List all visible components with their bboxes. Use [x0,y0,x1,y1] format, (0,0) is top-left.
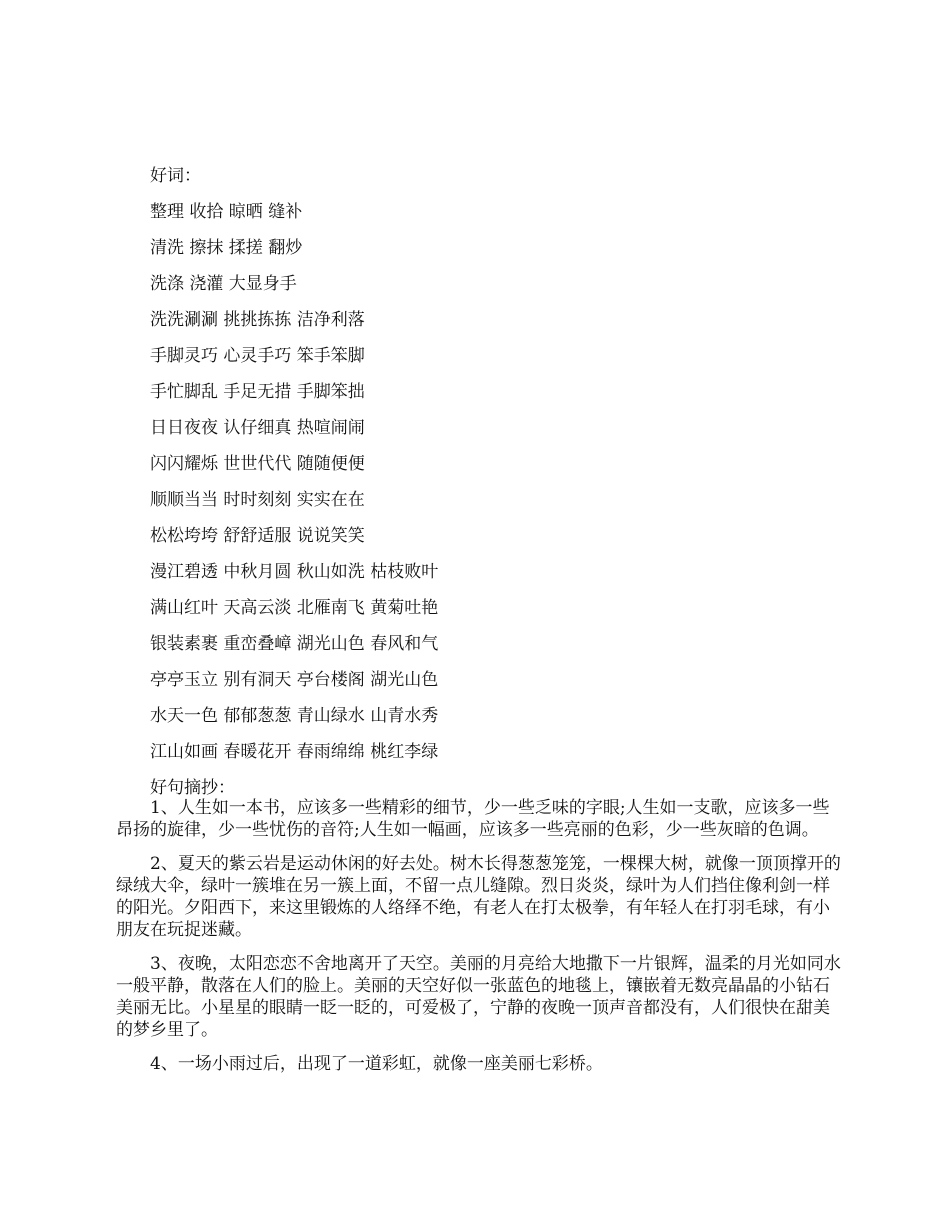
sentence-paragraph-1: 1、人生如一本书，应该多一些精彩的细节，少一些乏味的字眼;人生如一支歌，应该多一些昂扬的旋律，少一些忧伤的音符;人生如一幅画，应该多一些亮丽的色彩，少一些灰暗的色调。 [116,798,830,840]
word-line: 闪闪耀烁 世世代代 随随便便 [150,454,365,474]
word-line: 顺顺当当 时时刻刻 实实在在 [150,490,365,510]
word-line: 江山如画 春暖花开 春雨绵绵 桃红李绿 [150,742,439,762]
good-words-section [150,158,850,806]
word-line: 水天一色 郁郁葱葱 青山绿水 山青水秀 [150,706,439,726]
word-line: 整理 收拾 晾晒 缝补 [150,202,303,222]
word-line: 漫江碧透 中秋月圆 秋山如洗 枯枝败叶 [150,562,439,582]
word-line: 亭亭玉立 别有洞天 亭台楼阁 湖光山色 [150,670,439,690]
good-sentences-section [116,797,842,1087]
sentence-paragraph-4: 4、一场小雨过后，出现了一道彩虹，就像一座美丽七彩桥。 [150,1054,603,1074]
word-line: 洗涤 浇灌 大显身手 [150,274,297,294]
sentence-paragraph-3: 3、夜晚，太阳恋恋不舍地离开了天空。美丽的月亮给大地撒下一片银辉，温柔的月光如同水一般平静，散落在人们的脸上。美丽的天空好似一张蓝色的地毯上，镶嵌着无数亮晶晶的小钻石美丽无比。小星星的眼睛一眨一眨的，可爱极了，宁静的夜晚一顶声音都没有，人们很快在甜美的梦乡里了。 [116,954,841,1040]
good-sentences-heading: 好句摘抄： [150,778,235,798]
word-line: 满山红叶 天高云淡 北雁南飞 黄菊吐艳 [150,598,439,618]
word-line: 手忙脚乱 手足无措 手脚笨拙 [150,382,365,402]
word-line: 日日夜夜 认仔细真 热喧闹闹 [150,418,365,438]
word-line: 洗洗涮涮 挑挑拣拣 洁净利落 [150,310,365,330]
word-line: 手脚灵巧 心灵手巧 笨手笨脚 [150,346,365,366]
good-words-heading: 好词： [150,166,201,186]
sentence-paragraph-2: 2、夏天的紫云岩是运动休闲的好去处。树木长得葱葱笼笼，一棵棵大树，就像一顶顶撑开的绿绒大伞，绿叶一簇堆在另一簇上面，不留一点儿缝隙。烈日炎炎，绿叶为人们挡住像利剑一样的阳光。夕阳西下，来这里锻炼的人络绎不绝，有老人在打太极拳，有年轻人在打羽毛球，有小朋友在玩捉迷藏。 [116,854,841,940]
word-line: 松松垮垮 舒舒适服 说说笑笑 [150,526,365,546]
word-line: 银装素裹 重峦叠嶂 湖光山色 春风和气 [150,634,439,654]
word-line: 清洗 擦抹 揉搓 翻炒 [150,238,303,258]
